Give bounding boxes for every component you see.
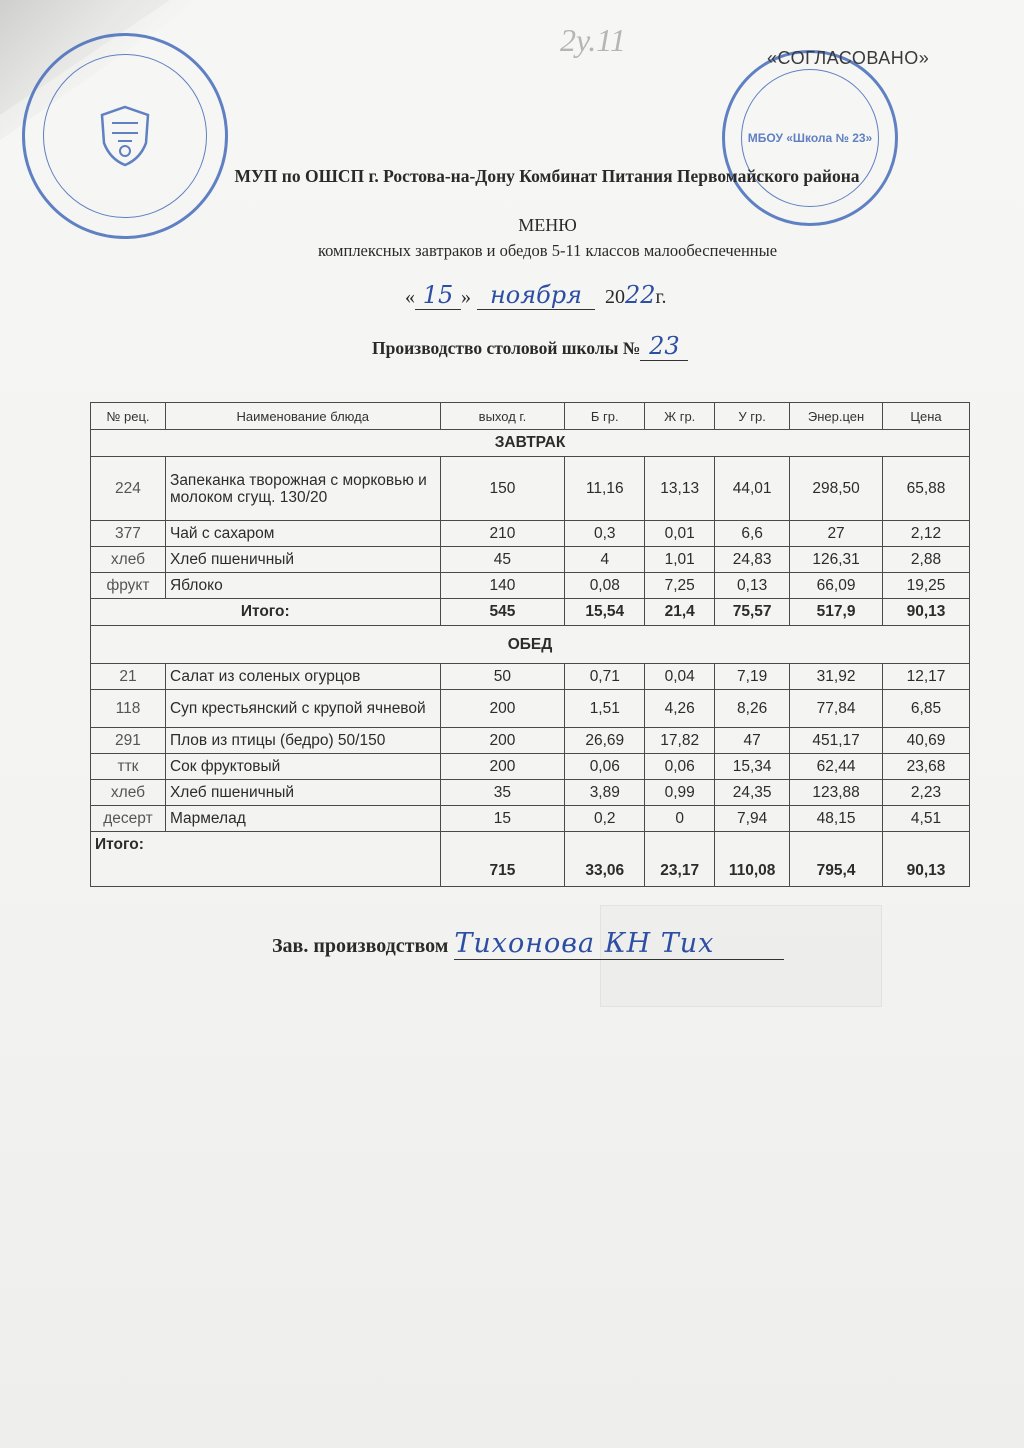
- output-cell: 140: [440, 573, 565, 599]
- date-month: ноября: [477, 281, 595, 310]
- output-cell: 200: [440, 728, 565, 754]
- school-seal-label: МБОУ «Школа № 23»: [747, 131, 873, 145]
- total-carbs: 110,08: [715, 832, 790, 887]
- col-header-recipe: № рец.: [91, 403, 166, 430]
- table-row: [91, 547, 970, 573]
- carbs-cell: 44,01: [715, 457, 790, 521]
- date-quote-open: «: [405, 286, 415, 308]
- price-cell: 65,88: [883, 457, 970, 521]
- total-output: 715: [440, 832, 565, 887]
- price-cell: 23,68: [883, 754, 970, 780]
- price-cell: 19,25: [883, 573, 970, 599]
- section-row-lunch: [91, 626, 970, 664]
- total-price: 90,13: [883, 832, 970, 887]
- dish-name: Сок фруктовый: [165, 754, 440, 780]
- carbs-cell: 0,13: [715, 573, 790, 599]
- pencil-mark: 2у.11: [560, 22, 626, 58]
- protein-cell: 1,51: [565, 690, 645, 728]
- total-protein: 33,06: [565, 832, 645, 887]
- fat-cell: 0,06: [645, 754, 715, 780]
- lunch-total-row: [91, 832, 970, 887]
- manager-label: Зав. производством: [272, 935, 449, 957]
- total-fat: 23,17: [645, 832, 715, 887]
- fat-cell: 0,04: [645, 664, 715, 690]
- output-cell: 15: [440, 806, 565, 832]
- recipe-code: хлеб: [91, 780, 166, 806]
- protein-cell: 11,16: [565, 457, 645, 521]
- col-header-protein: Б гр.: [565, 403, 645, 430]
- protein-cell: 0,08: [565, 573, 645, 599]
- total-output: 545: [440, 599, 565, 626]
- table-row: [91, 728, 970, 754]
- production-line: [372, 332, 688, 361]
- table-row: [91, 780, 970, 806]
- total-price: 90,13: [883, 599, 970, 626]
- date-year-unit: г.: [655, 286, 667, 308]
- total-energy: 517,9: [790, 599, 883, 626]
- coat-of-arms-icon: [90, 101, 160, 171]
- col-header-output: выход г.: [440, 403, 565, 430]
- protein-cell: 0,3: [565, 521, 645, 547]
- carbs-cell: 6,6: [715, 521, 790, 547]
- price-cell: 2,12: [883, 521, 970, 547]
- recipe-code: хлеб: [91, 547, 166, 573]
- fat-cell: 17,82: [645, 728, 715, 754]
- table-row: [91, 573, 970, 599]
- protein-cell: 0,06: [565, 754, 645, 780]
- recipe-code: 21: [91, 664, 166, 690]
- menu-date: [405, 281, 667, 310]
- dish-name: Чай с сахаром: [165, 521, 440, 547]
- price-cell: 12,17: [883, 664, 970, 690]
- table-header-row: [91, 403, 970, 430]
- col-header-price: Цена: [883, 403, 970, 430]
- date-year-suffix: 22: [625, 281, 656, 309]
- table-row: [91, 690, 970, 728]
- fat-cell: 4,26: [645, 690, 715, 728]
- total-energy: 795,4: [790, 832, 883, 887]
- menu-table: [90, 402, 970, 887]
- price-cell: 40,69: [883, 728, 970, 754]
- dish-name: Салат из соленых огурцов: [165, 664, 440, 690]
- carbs-cell: 8,26: [715, 690, 790, 728]
- table-row: [91, 754, 970, 780]
- agreed-stamp-label: «СОГЛАСОВАНО»: [767, 48, 930, 68]
- date-day: 15: [415, 281, 461, 310]
- col-header-dish: Наименование блюда: [165, 403, 440, 430]
- carbs-cell: 7,19: [715, 664, 790, 690]
- carbs-cell: 24,35: [715, 780, 790, 806]
- energy-cell: 126,31: [790, 547, 883, 573]
- energy-cell: 31,92: [790, 664, 883, 690]
- table-row: [91, 806, 970, 832]
- price-cell: 2,88: [883, 547, 970, 573]
- recipe-code: 224: [91, 457, 166, 521]
- carbs-cell: 24,83: [715, 547, 790, 573]
- dish-name: Хлеб пшеничный: [165, 547, 440, 573]
- date-quote-close: »: [461, 286, 471, 308]
- col-header-energy: Энер.цен: [790, 403, 883, 430]
- dish-name: Яблоко: [165, 573, 440, 599]
- menu-subtitle: комплексных завтраков и обедов 5-11 классов малообеспеченные: [317, 241, 778, 260]
- manager-signature-line: [272, 928, 784, 960]
- col-header-fat: Ж гр.: [645, 403, 715, 430]
- energy-cell: 66,09: [790, 573, 883, 599]
- output-cell: 50: [440, 664, 565, 690]
- section-label: ЗАВТРАК: [91, 430, 970, 457]
- breakfast-total-row: [91, 599, 970, 626]
- energy-cell: 451,17: [790, 728, 883, 754]
- output-cell: 200: [440, 754, 565, 780]
- date-year-prefix: 20: [605, 286, 625, 308]
- recipe-code: 377: [91, 521, 166, 547]
- fat-cell: 1,01: [645, 547, 715, 573]
- carbs-cell: 47: [715, 728, 790, 754]
- energy-cell: 298,50: [790, 457, 883, 521]
- output-cell: 35: [440, 780, 565, 806]
- total-carbs: 75,57: [715, 599, 790, 626]
- output-cell: 45: [440, 547, 565, 573]
- table-row: [91, 457, 970, 521]
- recipe-code: 118: [91, 690, 166, 728]
- total-protein: 15,54: [565, 599, 645, 626]
- carbs-cell: 15,34: [715, 754, 790, 780]
- total-label: Итого:: [91, 832, 441, 887]
- energy-cell: 123,88: [790, 780, 883, 806]
- table-row: [91, 664, 970, 690]
- energy-cell: 27: [790, 521, 883, 547]
- administration-seal: [22, 33, 228, 239]
- section-label: ОБЕД: [91, 626, 970, 664]
- dish-name: Суп крестьянский с крупой ячневой: [165, 690, 440, 728]
- recipe-code: десерт: [91, 806, 166, 832]
- output-cell: 150: [440, 457, 565, 521]
- school-number: 23: [640, 332, 688, 361]
- protein-cell: 4: [565, 547, 645, 573]
- recipe-code: 291: [91, 728, 166, 754]
- total-fat: 21,4: [645, 599, 715, 626]
- carbs-cell: 7,94: [715, 806, 790, 832]
- dish-name: Плов из птицы (бедро) 50/150: [165, 728, 440, 754]
- energy-cell: 48,15: [790, 806, 883, 832]
- dish-name: Запеканка творожная с морковью и молоком сгущ. 130/20: [165, 457, 440, 521]
- total-label: Итого:: [91, 599, 441, 626]
- menu-title: МЕНЮ: [518, 215, 577, 235]
- section-row-breakfast: [91, 430, 970, 457]
- organization-name: МУП по ОШСП г. Ростова-на-Дону Комбинат Питания Первомайского района: [234, 166, 860, 186]
- school-seal: [722, 50, 898, 226]
- recipe-code: фрукт: [91, 573, 166, 599]
- dish-name: Мармелад: [165, 806, 440, 832]
- energy-cell: 77,84: [790, 690, 883, 728]
- protein-cell: 0,2: [565, 806, 645, 832]
- col-header-carbs: У гр.: [715, 403, 790, 430]
- price-cell: 6,85: [883, 690, 970, 728]
- energy-cell: 62,44: [790, 754, 883, 780]
- production-label: Производство столовой школы №: [372, 338, 641, 358]
- dish-name: Хлеб пшеничный: [165, 780, 440, 806]
- protein-cell: 3,89: [565, 780, 645, 806]
- price-cell: 4,51: [883, 806, 970, 832]
- protein-cell: 26,69: [565, 728, 645, 754]
- manager-signature: Тихонова КН Тих: [454, 928, 784, 960]
- price-cell: 2,23: [883, 780, 970, 806]
- fat-cell: 13,13: [645, 457, 715, 521]
- output-cell: 210: [440, 521, 565, 547]
- table-row: [91, 521, 970, 547]
- fat-cell: 7,25: [645, 573, 715, 599]
- protein-cell: 0,71: [565, 664, 645, 690]
- output-cell: 200: [440, 690, 565, 728]
- fat-cell: 0,99: [645, 780, 715, 806]
- recipe-code: ттк: [91, 754, 166, 780]
- fat-cell: 0,01: [645, 521, 715, 547]
- fat-cell: 0: [645, 806, 715, 832]
